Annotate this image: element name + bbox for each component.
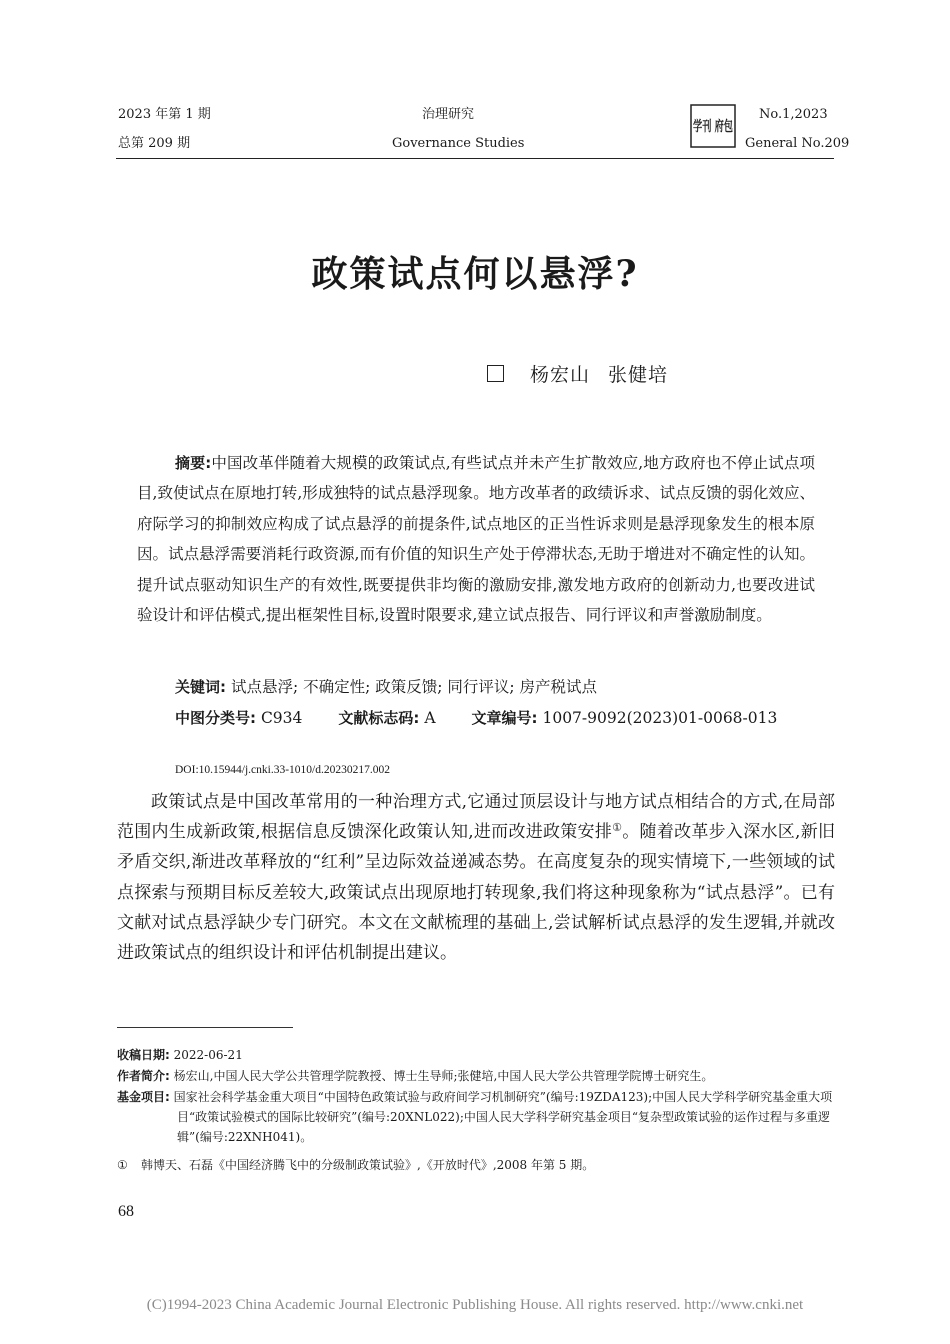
fund-info bbox=[117, 1087, 839, 1147]
article-number-value: 1007-9092(2023)01-0068-013 bbox=[542, 709, 778, 727]
header-journal bbox=[392, 105, 524, 154]
header-number-line1: No.1,2023 bbox=[759, 107, 828, 122]
author-bio bbox=[117, 1066, 713, 1086]
author-bio-value: 杨宏山,中国人民大学公共管理学院教授、博士生导师;张健培,中国人民大学公共管理学院博士研究生。 bbox=[173, 1069, 714, 1083]
abstract-label: 摘要: bbox=[175, 454, 212, 472]
copyright-notice: (C)1994-2023 China Academic Journal Electronic Publishing House. All rights reserved. http://www.cnki.net bbox=[146, 1297, 804, 1313]
keywords-label: 关键词: bbox=[175, 678, 226, 696]
footnote-ref[interactable]: ① bbox=[612, 821, 623, 835]
abstract bbox=[137, 448, 815, 630]
header-issue-line1: 2023 年第 1 期 bbox=[118, 107, 211, 122]
header-journal-en: Governance Studies bbox=[392, 136, 525, 151]
clc-label: 中图分类号: bbox=[175, 709, 256, 727]
received-value: 2022-06-21 bbox=[173, 1048, 243, 1062]
abstract-text: 中国改革伴随着大规模的政策试点,有些试点并未产生扩散效应,地方政府也不停止试点项目,致使试点在原地打转,形成独特的试点悬浮现象。地方改革者的政绩诉求、试点反馈的弱化效应、府际学习的抑制效应构成了试点悬浮的前提条件,试点地区的正当性诉求则是悬浮现象发生的根本原因。试点悬浮需要消耗行政资源,而有价值的知识生产处于停滞状态,无助于增进对不确定性的认知。提升试点驱动知识生产的有效性,既要提供非均衡的激励安排,激发地方政府的创新动力,也要改进试验设计和评估模式,提出框架性目标,设置时限要求,建立试点报告、同行评议和声誉激励制度。 bbox=[137, 454, 816, 625]
doi: DOI:10.15944/j.cnki.33-1010/d.20230217.002 bbox=[175, 764, 390, 776]
body-paragraph bbox=[117, 787, 835, 968]
header-journal-cn: 治理研究 bbox=[422, 107, 475, 122]
footnote-1-mark: ① bbox=[117, 1158, 128, 1172]
footnote-rule bbox=[117, 1027, 293, 1028]
logo-text: 学刊 府包 bbox=[693, 119, 754, 135]
body-text-1: 政策试点是中国改革常用的一种治理方式,它通过顶层设计与地方试点相结合的方式,在局部范围内生成新政策,根据信息反馈深化政策认知,进而改进政策安排 bbox=[117, 792, 835, 843]
received-date bbox=[117, 1045, 243, 1065]
author-bio-label: 作者简介: bbox=[117, 1069, 170, 1083]
doc-code-value: A bbox=[424, 709, 436, 727]
body-text-2: 。随着改革步入深水区,新旧矛盾交织,渐进改革释放的“红利”呈边际效益递减态势。在高度复杂的现实情境下,一些领域的试点探索与预期目标反差较大,政策试点出现原地打转现象,我们将这种现象称为“试点悬浮”。已有文献对试点悬浮缺少专门研究。本文在文献梳理的基础上,尝试解析试点悬浮的发生逻辑,并就改进政策试点的组织设计和评估机制提出建议。 bbox=[117, 822, 835, 964]
author-box-icon bbox=[487, 365, 504, 382]
clc-value: C934 bbox=[260, 709, 303, 727]
header-issue bbox=[118, 105, 211, 154]
header-rule bbox=[116, 158, 834, 159]
author-line bbox=[487, 360, 668, 387]
footnote-1-text: 韩博天、石磊《中国经济腾飞中的分级制政策试验》,《开放时代》,2008 年第 5 期。 bbox=[141, 1158, 595, 1172]
fund-label: 基金项目: bbox=[117, 1090, 170, 1104]
keywords bbox=[175, 675, 597, 697]
footnote-1 bbox=[117, 1155, 594, 1175]
author-2: 张健培 bbox=[608, 364, 669, 386]
fund-value: 国家社会科学基金重大项目“中国特色政策试验与政府间学习机制研究”(编号:19ZDA123);中国人民大学科学研究基金重大项目“政策试验模式的国际比较研究”(编号:20XNL022);中国人民大学科学研究基金项目“复杂型政策试验的运作过程与多重逻辑”(编号:22XNH041)。 bbox=[173, 1090, 833, 1144]
doc-code-label: 文献标志码: bbox=[338, 709, 420, 727]
header-issue-line2: 总第 209 期 bbox=[118, 136, 191, 151]
header-number-line2: General No.209 bbox=[745, 136, 850, 151]
article-title: 政策试点何以悬浮? bbox=[311, 253, 639, 295]
author-1: 杨宏山 bbox=[530, 364, 591, 386]
page-number: 68 bbox=[118, 1203, 134, 1220]
header-number bbox=[745, 105, 849, 154]
classification-line bbox=[137, 704, 817, 732]
received-label: 收稿日期: bbox=[117, 1048, 170, 1062]
article-number-label: 文章编号: bbox=[471, 709, 538, 727]
keywords-text: 试点悬浮; 不确定性; 政策反馈; 同行评议; 房产税试点 bbox=[230, 678, 598, 696]
journal-seal-logo-icon bbox=[690, 104, 754, 148]
